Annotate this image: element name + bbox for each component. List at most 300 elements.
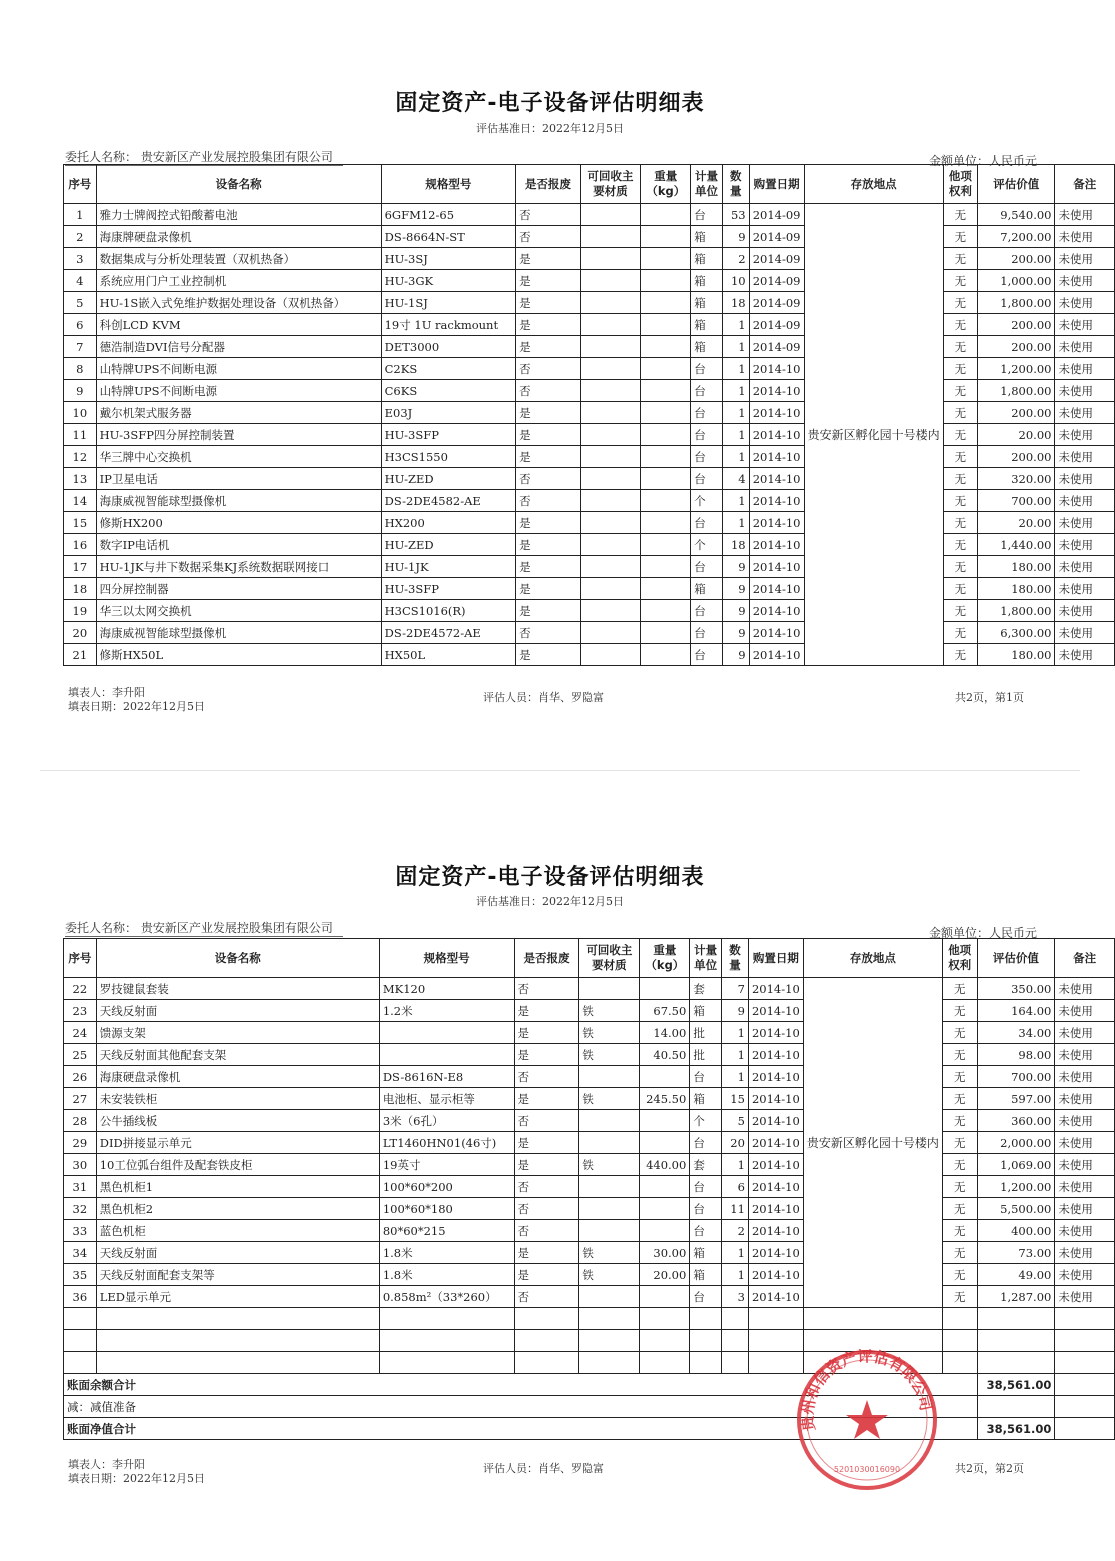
quantity: 1 xyxy=(722,314,749,336)
measure-unit: 台 xyxy=(691,468,723,490)
material xyxy=(580,292,641,314)
equipment-name: 数据集成与分析处理装置（双机热备） xyxy=(96,248,381,270)
other-rights: 无 xyxy=(943,380,977,402)
purchase-date: 2014-10 xyxy=(749,622,804,644)
weight xyxy=(641,380,691,402)
row-number: 15 xyxy=(64,512,97,534)
material xyxy=(580,424,641,446)
row-number: 22 xyxy=(64,978,97,1000)
material xyxy=(580,248,641,270)
quantity: 9 xyxy=(722,622,749,644)
material xyxy=(580,358,641,380)
purchase-date: 2014-10 xyxy=(749,490,804,512)
scrap-status: 是 xyxy=(516,402,581,424)
sum-label: 账面余额合计 xyxy=(64,1374,978,1396)
other-rights: 无 xyxy=(943,358,977,380)
appraised-value: 49.00 xyxy=(977,1264,1055,1286)
equipment-name: 黑色机柜2 xyxy=(96,1198,379,1220)
equipment-name: 修斯HX50L xyxy=(96,644,381,666)
model: HU-ZED xyxy=(381,468,516,490)
table-row xyxy=(64,1242,1115,1264)
table-row xyxy=(64,644,1115,666)
quantity: 20 xyxy=(722,1132,749,1154)
equipment-name: 蓝色机柜 xyxy=(96,1220,379,1242)
remark: 未使用 xyxy=(1055,600,1115,622)
model: 6GFM12-65 xyxy=(381,204,516,226)
other-rights: 无 xyxy=(943,578,977,600)
seal-star-icon xyxy=(846,1400,888,1439)
equipment-name: 科创LCD KVM xyxy=(96,314,381,336)
other-rights: 无 xyxy=(943,556,977,578)
purchase-date: 2014-10 xyxy=(749,556,804,578)
model: H3CS1016(R) xyxy=(381,600,516,622)
other-rights: 无 xyxy=(943,534,977,556)
appraised-value: 200.00 xyxy=(978,336,1055,358)
page-title: 固定资产-电子设备评估明细表 xyxy=(395,91,705,116)
column-header: 备注 xyxy=(1055,939,1115,978)
measure-unit: 台 xyxy=(691,204,723,226)
quantity: 9 xyxy=(722,556,749,578)
row-number: 4 xyxy=(64,270,97,292)
remark: 未使用 xyxy=(1055,644,1115,666)
purchase-date: 2014-10 xyxy=(749,578,804,600)
remark: 未使用 xyxy=(1055,204,1115,226)
material xyxy=(579,1132,640,1154)
quantity: 11 xyxy=(722,1198,749,1220)
table-row xyxy=(64,1000,1115,1022)
table-row xyxy=(64,1022,1115,1044)
base-date: 评估基准日：2022年12月5日 xyxy=(476,122,624,135)
model: 19寸 1U rackmount xyxy=(381,314,516,336)
appraised-value: 2,000.00 xyxy=(977,1132,1055,1154)
equipment-name: 天线反射面配套支架等 xyxy=(96,1264,379,1286)
purchase-date: 2014-10 xyxy=(748,1220,803,1242)
purchase-date: 2014-10 xyxy=(749,534,804,556)
model: HU-1SJ xyxy=(381,292,516,314)
page-number: 共2页，第2页 xyxy=(955,1462,1024,1475)
scrap-status: 是 xyxy=(516,292,581,314)
material xyxy=(580,468,641,490)
remark: 未使用 xyxy=(1055,446,1115,468)
other-rights: 无 xyxy=(943,490,977,512)
table-header xyxy=(64,939,1115,978)
weight xyxy=(641,534,691,556)
other-rights: 无 xyxy=(942,1242,977,1264)
quantity: 3 xyxy=(722,1286,749,1308)
material xyxy=(580,336,641,358)
weight xyxy=(641,424,691,446)
scrap-status: 否 xyxy=(516,622,581,644)
column-header: 他项权利 xyxy=(942,939,977,978)
model: DS-2DE4572-AE xyxy=(381,622,516,644)
equipment-name: 罗技键鼠套装 xyxy=(96,978,379,1000)
table-row xyxy=(64,358,1115,380)
row-number: 17 xyxy=(64,556,97,578)
appraised-value: 34.00 xyxy=(977,1022,1055,1044)
scrap-status: 否 xyxy=(516,490,581,512)
measure-unit: 批 xyxy=(690,1044,722,1066)
scrap-status: 是 xyxy=(514,1022,579,1044)
scrap-status: 否 xyxy=(516,226,581,248)
weight xyxy=(641,468,691,490)
model: DS-2DE4582-AE xyxy=(381,490,516,512)
column-header: 序号 xyxy=(64,165,97,204)
purchase-date: 2014-10 xyxy=(748,978,803,1000)
weight xyxy=(641,600,691,622)
model: DET3000 xyxy=(381,336,516,358)
seal-text: 贵州和信资产评估有限公司 xyxy=(798,1348,936,1433)
appraised-value: 1,069.00 xyxy=(977,1154,1055,1176)
model: 100*60*200 xyxy=(379,1176,514,1198)
row-number: 33 xyxy=(64,1220,97,1242)
weight xyxy=(641,512,691,534)
remark: 未使用 xyxy=(1055,578,1115,600)
appraised-value: 6,300.00 xyxy=(978,622,1055,644)
model: MK120 xyxy=(379,978,514,1000)
remark: 未使用 xyxy=(1055,512,1115,534)
quantity: 9 xyxy=(722,600,749,622)
table-header xyxy=(64,165,1115,204)
row-number: 10 xyxy=(64,402,97,424)
other-rights: 无 xyxy=(942,1154,977,1176)
material xyxy=(579,1220,640,1242)
net-row xyxy=(64,1418,1115,1440)
row-number: 31 xyxy=(64,1176,97,1198)
weight xyxy=(641,314,691,336)
weight: 67.50 xyxy=(640,1000,690,1022)
row-number: 9 xyxy=(64,380,97,402)
empty-row xyxy=(64,1308,1115,1330)
scrap-status: 是 xyxy=(514,1264,579,1286)
row-number: 19 xyxy=(64,600,97,622)
remark: 未使用 xyxy=(1055,1022,1115,1044)
measure-unit: 箱 xyxy=(691,578,723,600)
other-rights: 无 xyxy=(942,1022,977,1044)
row-number: 20 xyxy=(64,622,97,644)
measure-unit: 台 xyxy=(690,1132,722,1154)
material xyxy=(580,556,641,578)
weight xyxy=(641,490,691,512)
weight xyxy=(641,270,691,292)
weight xyxy=(640,1220,690,1242)
remark: 未使用 xyxy=(1055,314,1115,336)
remark: 未使用 xyxy=(1055,1000,1115,1022)
amount-unit: 金额单位：人民币元 xyxy=(928,926,1037,940)
model: 1.8米 xyxy=(379,1242,514,1264)
weight: 14.00 xyxy=(640,1022,690,1044)
weight: 20.00 xyxy=(640,1264,690,1286)
measure-unit: 箱 xyxy=(690,1242,722,1264)
purchase-date: 2014-09 xyxy=(749,226,804,248)
other-rights: 无 xyxy=(943,402,977,424)
scrap-status: 是 xyxy=(516,314,581,336)
appraised-value: 700.00 xyxy=(978,490,1055,512)
column-header: 重量（kg） xyxy=(640,939,690,978)
row-number: 27 xyxy=(64,1088,97,1110)
scrap-status: 是 xyxy=(516,248,581,270)
material xyxy=(580,204,641,226)
appraised-value: 1,800.00 xyxy=(978,600,1055,622)
client-name: 委托人名称： 贵安新区产业发展控股集团有限公司 xyxy=(65,919,343,937)
table-row xyxy=(64,270,1115,292)
purchase-date: 2014-10 xyxy=(749,380,804,402)
other-rights: 无 xyxy=(943,204,977,226)
other-rights: 无 xyxy=(942,1132,977,1154)
material xyxy=(579,978,640,1000)
table-row xyxy=(64,600,1115,622)
row-number: 2 xyxy=(64,226,97,248)
quantity: 1 xyxy=(722,424,749,446)
remark: 未使用 xyxy=(1055,402,1115,424)
material: 铁 xyxy=(579,1000,640,1022)
table-row xyxy=(64,292,1115,314)
scrap-status: 是 xyxy=(514,1154,579,1176)
reserve-label: 减：减值准备 xyxy=(64,1396,978,1418)
scrap-status: 否 xyxy=(516,358,581,380)
table-row xyxy=(64,1198,1115,1220)
model: 1.2米 xyxy=(379,1000,514,1022)
model: C6KS xyxy=(381,380,516,402)
scrap-status: 是 xyxy=(516,424,581,446)
equipment-name: 天线反射面 xyxy=(96,1000,379,1022)
seal-number: 5201030016090 xyxy=(833,1465,901,1474)
model: H3CS1550 xyxy=(381,446,516,468)
measure-unit: 箱 xyxy=(691,248,723,270)
other-rights: 无 xyxy=(942,1110,977,1132)
weight xyxy=(640,978,690,1000)
column-header: 是否报废 xyxy=(514,939,579,978)
row-number: 3 xyxy=(64,248,97,270)
purchase-date: 2014-10 xyxy=(749,446,804,468)
measure-unit: 箱 xyxy=(691,292,723,314)
scrap-status: 是 xyxy=(514,1044,579,1066)
weight xyxy=(641,248,691,270)
remark: 未使用 xyxy=(1055,1198,1115,1220)
fill-date: 填表日期：2022年12月5日 xyxy=(68,700,205,713)
measure-unit: 台 xyxy=(691,358,723,380)
equipment-name: 海康牌硬盘录像机 xyxy=(96,226,381,248)
weight xyxy=(641,578,691,600)
sum-value: 38,561.00 xyxy=(977,1374,1055,1396)
company-seal-stamp xyxy=(795,1348,939,1492)
measure-unit: 箱 xyxy=(690,1264,722,1286)
other-rights: 无 xyxy=(943,270,977,292)
material xyxy=(579,1066,640,1088)
remark: 未使用 xyxy=(1055,292,1115,314)
weight: 30.00 xyxy=(640,1242,690,1264)
row-number: 23 xyxy=(64,1000,97,1022)
client-name: 委托人名称： 贵安新区产业发展控股集团有限公司 xyxy=(65,148,343,166)
quantity: 1 xyxy=(722,358,749,380)
equipment-name: LED显示单元 xyxy=(96,1286,379,1308)
appraised-value: 1,800.00 xyxy=(978,292,1055,314)
material xyxy=(580,402,641,424)
measure-unit: 箱 xyxy=(691,314,723,336)
appraised-value: 20.00 xyxy=(978,512,1055,534)
measure-unit: 台 xyxy=(691,622,723,644)
quantity: 9 xyxy=(722,226,749,248)
table-row xyxy=(64,1154,1115,1176)
measure-unit: 套 xyxy=(690,978,722,1000)
measure-unit: 台 xyxy=(690,1198,722,1220)
column-header: 备注 xyxy=(1055,165,1115,204)
purchase-date: 2014-09 xyxy=(749,292,804,314)
page-title: 固定资产-电子设备评估明细表 xyxy=(395,865,705,890)
material xyxy=(579,1176,640,1198)
model: HU-1JK xyxy=(381,556,516,578)
purchase-date: 2014-10 xyxy=(749,644,804,666)
remark: 未使用 xyxy=(1055,490,1115,512)
net-label: 账面净值合计 xyxy=(64,1418,978,1440)
quantity: 9 xyxy=(722,644,749,666)
column-header: 计量单位 xyxy=(690,939,722,978)
material xyxy=(580,314,641,336)
model xyxy=(379,1022,514,1044)
empty-row xyxy=(64,1330,1115,1352)
remark: 未使用 xyxy=(1055,358,1115,380)
purchase-date: 2014-09 xyxy=(749,204,804,226)
page-2 xyxy=(0,772,1115,1561)
weight xyxy=(641,556,691,578)
equipment-name: 雅力士牌阀控式铅酸蓄电池 xyxy=(96,204,381,226)
other-rights: 无 xyxy=(942,1220,977,1242)
scrap-status: 是 xyxy=(514,1088,579,1110)
material xyxy=(580,446,641,468)
scrap-status: 否 xyxy=(514,1066,579,1088)
fill-date: 填表日期：2022年12月5日 xyxy=(68,1472,205,1485)
quantity: 9 xyxy=(722,1000,749,1022)
other-rights: 无 xyxy=(943,644,977,666)
row-number: 30 xyxy=(64,1154,97,1176)
measure-unit: 台 xyxy=(691,644,723,666)
appraised-value: 320.00 xyxy=(978,468,1055,490)
purchase-date: 2014-10 xyxy=(748,1044,803,1066)
quantity: 15 xyxy=(722,1088,749,1110)
table-row xyxy=(64,336,1115,358)
column-header: 可回收主要材质 xyxy=(579,939,640,978)
quantity: 1 xyxy=(722,446,749,468)
row-number: 18 xyxy=(64,578,97,600)
row-number: 35 xyxy=(64,1264,97,1286)
remark: 未使用 xyxy=(1055,978,1115,1000)
column-header: 重量（kg） xyxy=(641,165,691,204)
storage-location: 贵安新区孵化园十号楼内 xyxy=(803,978,942,1308)
scrap-status: 是 xyxy=(516,578,581,600)
purchase-date: 2014-10 xyxy=(748,1176,803,1198)
appraised-value: 180.00 xyxy=(978,556,1055,578)
equipment-name: 海康硬盘录像机 xyxy=(96,1066,379,1088)
scrap-status: 是 xyxy=(516,512,581,534)
row-number: 21 xyxy=(64,644,97,666)
appraised-value: 200.00 xyxy=(978,446,1055,468)
model: HU-3SFP xyxy=(381,578,516,600)
scrap-status: 是 xyxy=(514,1000,579,1022)
other-rights: 无 xyxy=(942,1066,977,1088)
purchase-date: 2014-10 xyxy=(748,1198,803,1220)
scrap-status: 是 xyxy=(516,336,581,358)
scrap-status: 否 xyxy=(516,380,581,402)
empty-row xyxy=(64,1352,1115,1374)
row-number: 25 xyxy=(64,1044,97,1066)
purchase-date: 2014-10 xyxy=(748,1022,803,1044)
equipment-name: 山特牌UPS不间断电源 xyxy=(96,380,381,402)
table-row xyxy=(64,978,1115,1000)
other-rights: 无 xyxy=(943,226,977,248)
base-date: 评估基准日：2022年12月5日 xyxy=(476,895,624,908)
weight xyxy=(640,1286,690,1308)
model: HU-ZED xyxy=(381,534,516,556)
remark: 未使用 xyxy=(1055,622,1115,644)
row-number: 7 xyxy=(64,336,97,358)
table-row xyxy=(64,380,1115,402)
weight xyxy=(641,402,691,424)
other-rights: 无 xyxy=(943,468,977,490)
measure-unit: 台 xyxy=(691,512,723,534)
model xyxy=(379,1044,514,1066)
remark: 未使用 xyxy=(1055,1286,1115,1308)
page-1 xyxy=(0,0,1115,765)
appraised-value: 400.00 xyxy=(977,1220,1055,1242)
column-header: 序号 xyxy=(64,939,97,978)
measure-unit: 箱 xyxy=(690,1088,722,1110)
table-row xyxy=(64,446,1115,468)
quantity: 1 xyxy=(722,512,749,534)
equipment-name: 四分屏控制器 xyxy=(96,578,381,600)
equipment-name: 数字IP电话机 xyxy=(96,534,381,556)
other-rights: 无 xyxy=(943,446,977,468)
scrap-status: 否 xyxy=(514,1286,579,1308)
other-rights: 无 xyxy=(943,292,977,314)
quantity: 1 xyxy=(722,402,749,424)
table-row xyxy=(64,556,1115,578)
row-number: 1 xyxy=(64,204,97,226)
purchase-date: 2014-10 xyxy=(748,1132,803,1154)
purchase-date: 2014-10 xyxy=(748,1242,803,1264)
weight xyxy=(640,1132,690,1154)
other-rights: 无 xyxy=(943,424,977,446)
weight xyxy=(640,1198,690,1220)
remark: 未使用 xyxy=(1055,1154,1115,1176)
table-row xyxy=(64,1176,1115,1198)
measure-unit: 箱 xyxy=(691,336,723,358)
remark: 未使用 xyxy=(1055,1176,1115,1198)
other-rights: 无 xyxy=(942,1286,977,1308)
table-row xyxy=(64,1132,1115,1154)
weight xyxy=(640,1110,690,1132)
measure-unit: 台 xyxy=(690,1066,722,1088)
amount-unit: 金额单位：人民币元 xyxy=(928,154,1037,168)
model: HX50L xyxy=(381,644,516,666)
purchase-date: 2014-10 xyxy=(748,1066,803,1088)
equipment-name: IP卫星电话 xyxy=(96,468,381,490)
filler: 填表人：李升阳 xyxy=(68,1458,145,1471)
purchase-date: 2014-10 xyxy=(749,402,804,424)
model: DS-8616N-E8 xyxy=(379,1066,514,1088)
column-header: 他项权利 xyxy=(943,165,977,204)
material xyxy=(579,1110,640,1132)
purchase-date: 2014-10 xyxy=(749,424,804,446)
quantity: 18 xyxy=(722,292,749,314)
quantity: 1 xyxy=(722,490,749,512)
measure-unit: 批 xyxy=(690,1022,722,1044)
appraised-value: 1,287.00 xyxy=(977,1286,1055,1308)
equipment-name: HU-3SFP四分屏控制装置 xyxy=(96,424,381,446)
model: DS-8664N-ST xyxy=(381,226,516,248)
measure-unit: 个 xyxy=(690,1110,722,1132)
material: 铁 xyxy=(579,1242,640,1264)
remark: 未使用 xyxy=(1055,1066,1115,1088)
purchase-date: 2014-10 xyxy=(748,1264,803,1286)
